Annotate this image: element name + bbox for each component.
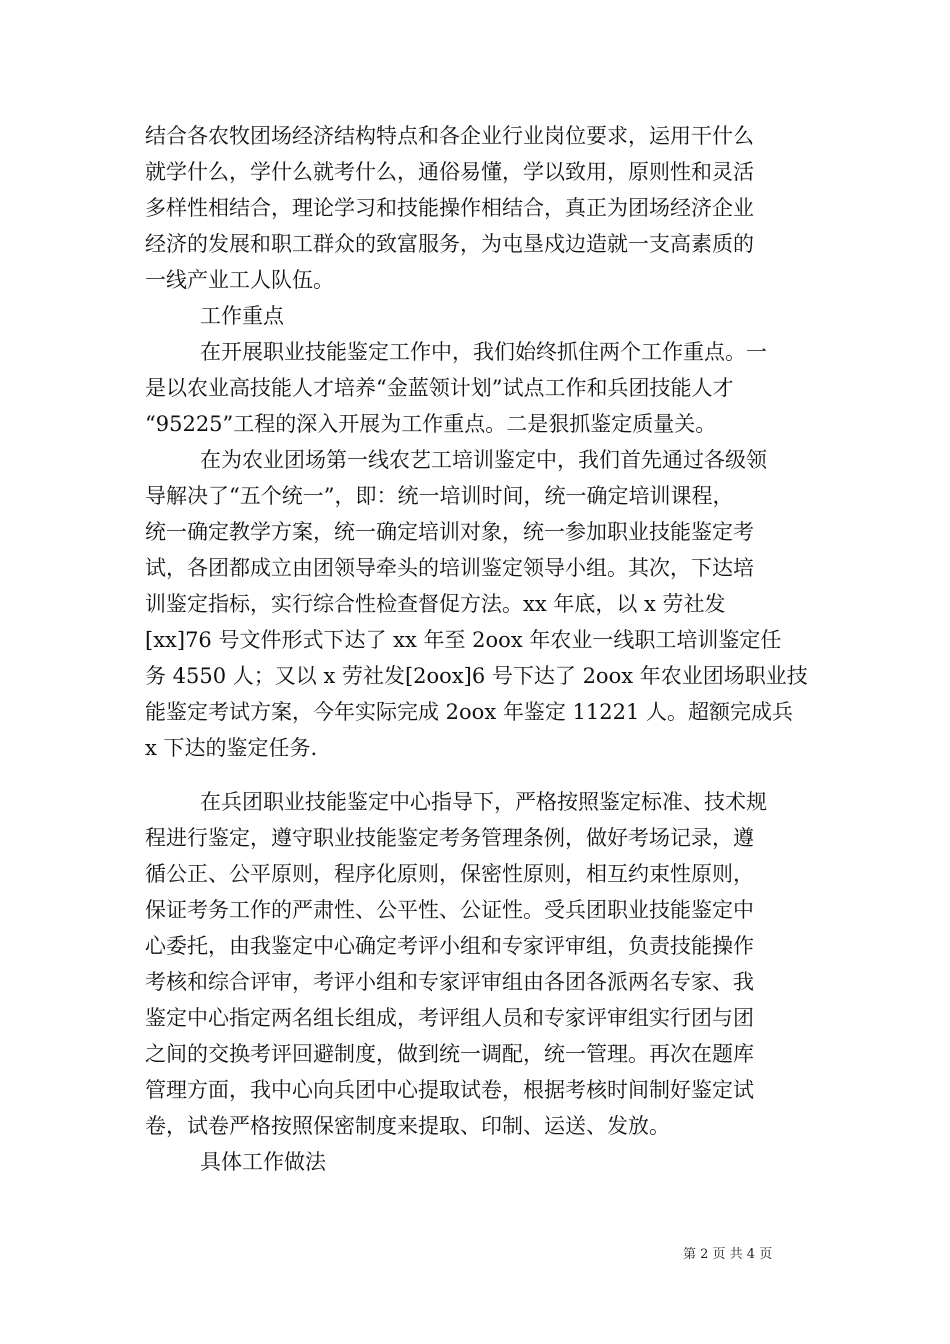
body-text-line: “95225”工程的深入开展为工作重点。二是狠抓鉴定质量关。 [145,412,717,436]
body-text-line: 就学什么，学什么就考什么，通俗易懂，学以致用，原则性和灵活 [145,160,754,184]
body-text-line: 在开展职业技能鉴定工作中，我们始终抓住两个工作重点。一 [200,340,767,364]
body-text-line: 统一确定教学方案，统一确定培训对象，统一参加职业技能鉴定考 [145,520,754,544]
body-text-line: 管理方面，我中心向兵团中心提取试卷，根据考核时间制好鉴定试 [145,1078,754,1102]
body-text-line: 一线产业工人队伍。 [145,268,334,292]
body-text-line: x 下达的鉴定任务. [145,736,318,760]
body-text-line: 能鉴定考试方案，今年实际完成 2oox 年鉴定 11221 人。超额完成兵 [145,700,793,724]
body-text-line: 心委托，由我鉴定中心确定考评小组和专家评审组，负责技能操作 [145,934,754,958]
body-text-line: 循公正、公平原则，程序化原则，保密性原则，相互约束性原则， [145,862,754,886]
body-text-line: 试，各团都成立由团领导牵头的培训鉴定领导小组。其次，下达培 [145,556,754,580]
body-text-line: 是以农业高技能人才培养“金蓝领计划”试点工作和兵团技能人才 [145,376,734,400]
body-text-line: 卷，试卷严格按照保密制度来提取、印制、运送、发放。 [145,1114,670,1138]
body-text-line: 务 4550 人；又以 x 劳社发[2oox]6 号下达了 2oox 年农业团场职业技 [145,664,808,688]
body-text-line: 多样性相结合，理论学习和技能操作相结合，真正为团场经济企业 [145,196,754,220]
body-text-line: 在为农业团场第一线农艺工培训鉴定中，我们首先通过各级领 [200,448,767,472]
body-text-line: 经济的发展和职工群众的致富服务，为屯垦戍边造就一支高素质的 [145,232,754,256]
section-heading-work-focus: 工作重点 [200,304,284,328]
body-text-line: [xx]76 号文件形式下达了 xx 年至 2oox 年农业一线职工培训鉴定任 [145,628,782,652]
body-text-line: 考核和综合评审，考评小组和专家评审组由各团各派两名专家、我 [145,970,754,994]
body-text-line: 结合各农牧团场经济结构特点和各企业行业岗位要求，运用干什么 [145,124,754,148]
body-text-line: 训鉴定指标，实行综合性检查督促方法。xx 年底，以 x 劳社发 [145,592,726,616]
body-text-line: 程进行鉴定，遵守职业技能鉴定考务管理条例，做好考场记录，遵 [145,826,754,850]
body-text-line: 在兵团职业技能鉴定中心指导下，严格按照鉴定标准、技术规 [200,790,767,814]
body-text-line: 鉴定中心指定两名组长组成，考评组人员和专家评审组实行团与团 [145,1006,754,1030]
page-number-footer: 第 2 页 共 4 页 [683,1247,773,1262]
body-text-line: 导解决了“五个统一”，即：统一培训时间，统一确定培训课程， [145,484,734,508]
section-heading-specific-methods: 具体工作做法 [200,1150,326,1174]
body-text-line: 之间的交换考评回避制度，做到统一调配，统一管理。再次在题库 [145,1042,754,1066]
body-text-line: 保证考务工作的严肃性、公平性、公证性。受兵团职业技能鉴定中 [145,898,754,922]
